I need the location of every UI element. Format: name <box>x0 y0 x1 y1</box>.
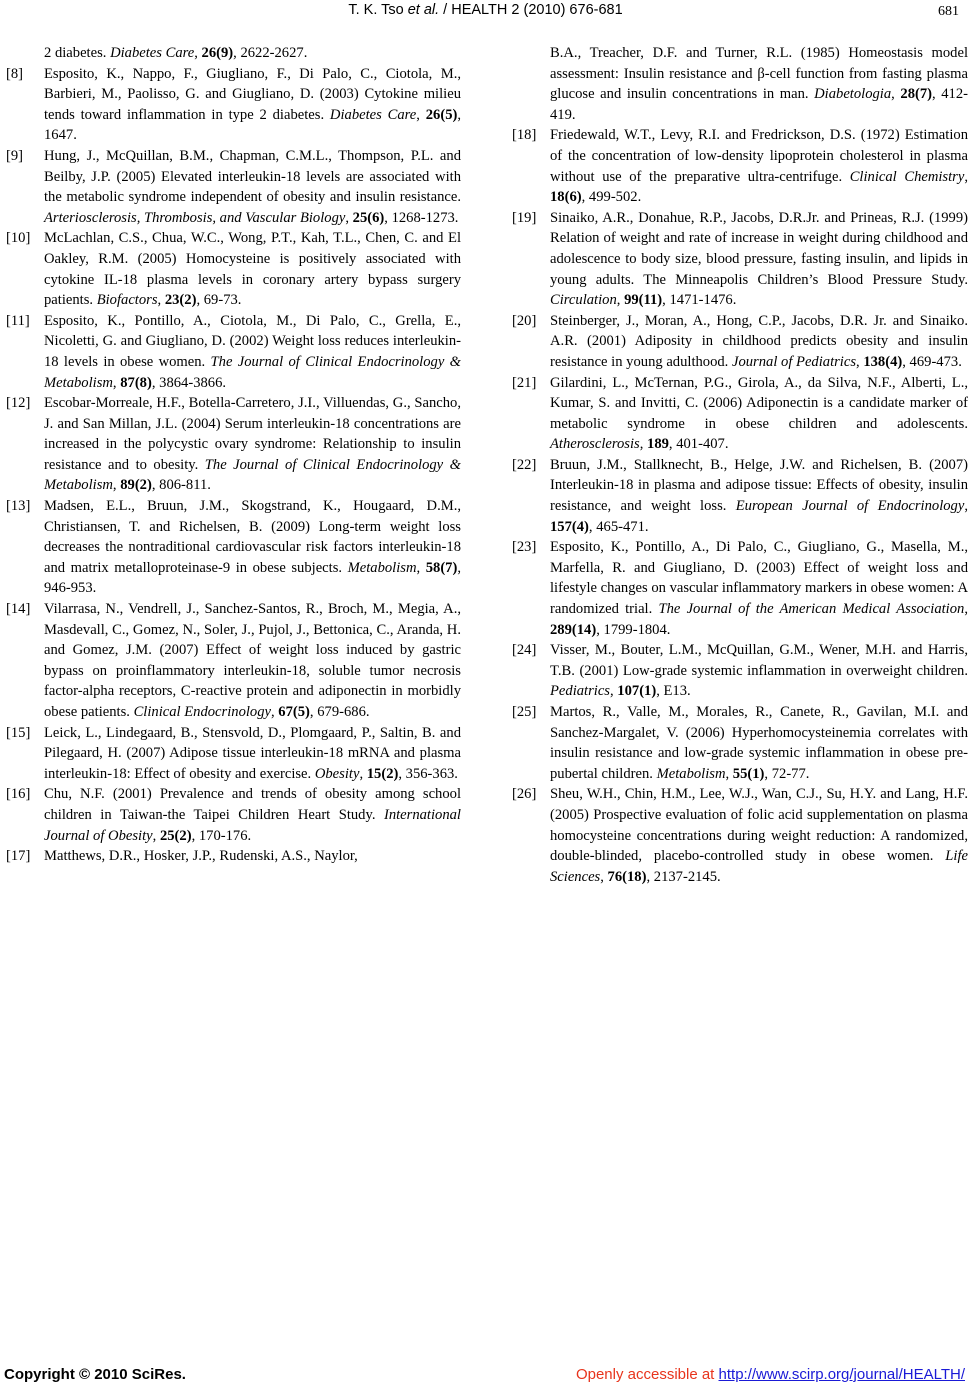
reference-text: Vilarrasa, N., Vendrell, J., Sanchez-Santos, R., Broch, M., Megia, A., Masdevall, C., Gomez, N., Soler, J., Pujol, J., Bettonica, C., Aranda, H. and Gomez, J.M. (2007) Effect of weight loss induced by gastric bypass on proinflammatory interleukin-18, soluble tumor necrosis factor-alpha receptors, C-reactive protein and adiponectin in morbidly obese patients. <box>44 601 461 720</box>
journal-name: Atherosclerosis <box>550 436 640 453</box>
reference-sep: , <box>610 683 618 700</box>
reference-pages: , 1647. <box>44 106 462 144</box>
reference-sep: , <box>416 106 426 123</box>
journal-volume: 99(11) <box>624 292 663 309</box>
reference-pages: , 806-811. <box>151 477 211 494</box>
running-title-pre: T. K. Tso <box>348 2 408 18</box>
reference-item <box>6 64 461 146</box>
reference-item <box>512 311 968 373</box>
reference-number: [25] <box>512 704 537 720</box>
reference-sep: , <box>152 827 160 844</box>
reference-number: [16] <box>6 786 31 803</box>
journal-volume: 76(18) <box>607 868 647 885</box>
journal-name: Clinical Chemistry <box>849 168 965 185</box>
journal-volume: 28(7) <box>900 86 933 103</box>
journal-volume: 89(2) <box>120 477 152 494</box>
reference-sep: , <box>271 704 279 720</box>
reference-text: Escobar-Morreale, H.F., Botella-Carretero, J.I., Villuendas, G., Sancho, J. and San Millan, J.L. (2004) Serum interleukin-18 concentrations are increased in the polycystic ovary syndrome: Relationship to insulin resistance and to obesity. <box>44 395 461 473</box>
reference-text: Matthews, D.R., Hosker, J.P., Rudenski, A.S., Naylor, <box>44 848 358 865</box>
copyright-notice: Copyright © 2010 SciRes. <box>4 1366 186 1383</box>
reference-text: Gilardini, L., McTernan, P.G., Girola, A., da Silva, N.F., Alberti, L., Kumar, S. and Invitti, C. (2006) Adiponectin is a candidate marker of metabolic syndrome in obese children and adolescents. <box>550 374 968 432</box>
reference-text: Madsen, E.L., Bruun, J.M., Skogstrand, K., Hougaard, D.M., Christiansen, T. and Richelsen, B. (2009) Long-term weight loss decreases the nontraditional cardiovascular risk factors interleukin-18 and matrix metalloproteinase-9 in obese subjects. <box>44 498 461 576</box>
journal-volume: 15(2) <box>366 765 399 782</box>
reference-number: [10] <box>6 230 31 247</box>
journal-name: Metabolism <box>347 559 417 576</box>
right-column <box>512 43 968 887</box>
reference-item <box>512 208 968 311</box>
reference-pages: , 469-473. <box>902 353 962 370</box>
journal-name: Metabolism <box>656 765 726 782</box>
reference-sep: , <box>359 765 367 782</box>
running-header <box>0 2 971 18</box>
reference-pages: , E13. <box>656 683 691 700</box>
reference-number: [26] <box>512 786 537 803</box>
reference-item <box>512 537 968 640</box>
reference-item <box>6 723 461 785</box>
journal-name: The Journal of the American Medical Association <box>658 601 965 618</box>
reference-sep: , <box>112 477 121 494</box>
reference-sep: , <box>891 86 901 103</box>
journal-volume: 25(2) <box>159 827 192 844</box>
reference-pages: , 946-953. <box>44 559 461 597</box>
journal-volume: 107(1) <box>617 683 657 700</box>
journal-volume: 55(1) <box>732 765 765 782</box>
reference-number: [18] <box>512 127 537 144</box>
journal-name: Clinical Endocrinology <box>133 704 271 720</box>
reference-pages: , 499-502. <box>581 189 642 206</box>
journal-volume: 67(5) <box>278 704 310 720</box>
journal-volume: 189 <box>647 436 669 453</box>
reference-pages: , 170-176. <box>191 827 252 844</box>
reference-number: [23] <box>512 539 537 556</box>
reference-list <box>6 64 461 867</box>
reference-pages: , 356-363. <box>398 765 458 782</box>
reference-item <box>6 599 461 723</box>
reference-item <box>512 125 968 207</box>
reference-sep: , <box>600 868 608 885</box>
journal-name: Life Sciences <box>550 848 968 885</box>
reference-text: Steinberger, J., Moran, A., Hong, C.P., Jacobs, D.R. Jr. and Sinaiko. A.R. (2001) Adiposity in childhood predicts obesity and insulin resistance in young adulthood. <box>550 312 968 370</box>
reference-text: 2 diabetes. <box>44 45 111 61</box>
reference-sep: , <box>157 292 165 309</box>
reference-number: [17] <box>6 848 31 865</box>
reference-text: Leick, L., Lindegaard, B., Stensvold, D., Plomgaard, P., Saltin, B. and Pilegaard, H. (2007) Adipose tissue interleukin-18 mRNA and plasma interleukin-18: Effect of obesity and exercise. <box>44 724 461 782</box>
reference-text: Sinaiko, A.R., Donahue, R.P., Jacobs, D.R.Jr. and Prineas, R.J. (1999) Relation of weight and rate of increase in weight during childhood and adolescence to body size, blood pressure, fasting insulin, and lipids in young adults. The Minneapolis Children’s Blood Pressure Study. <box>550 209 968 288</box>
reference-sep: , <box>112 374 121 391</box>
reference-item <box>512 455 968 537</box>
journal-name: Obesity <box>314 765 360 782</box>
reference-text: Esposito, K., Pontillo, A., Di Palo, C., Giugliano, G., Masella, M., Marfella, R. and Giugliano, D. (2003) Effect of weight loss and lifestyle changes on vascular inflammatory markers in obese women: A randomized trial. <box>550 539 968 618</box>
journal-name: Pediatrics <box>550 683 610 700</box>
journal-volume: 18(6) <box>550 189 582 206</box>
reference-pages: , 1799-1804. <box>596 621 671 638</box>
journal-volume: 25(6) <box>352 209 385 226</box>
reference-pages: , 2622-2627. <box>233 45 308 61</box>
reference-sep: , <box>856 353 864 370</box>
reference-sep: , <box>639 436 648 453</box>
journal-volume: 157(4) <box>550 518 589 535</box>
reference-item <box>512 702 968 784</box>
reference-number: [13] <box>6 498 31 515</box>
reference-text: Sheu, W.H., Chin, H.M., Lee, W.J., Wan, C.J., Su, H.Y. and Lang, H.F. (2005) Prospective evaluation of folic acid supplementation on plasma homocysteine concentrations during weight reduction: A randomized, double-blinded, placebo-controlled study in obese women. <box>550 786 968 865</box>
running-title-post: / HEALTH 2 (2010) 676-681 <box>439 2 623 18</box>
reference-pages: , 401-407. <box>668 436 729 453</box>
running-title-etal: et al. <box>407 2 440 18</box>
journal-name: Diabetes Care <box>110 45 195 61</box>
reference-sep: , <box>964 168 968 185</box>
reference-continuation <box>6 43 461 64</box>
reference-number: [8] <box>6 65 24 82</box>
reference-pages: , 2137-2145. <box>646 868 721 885</box>
journal-name: Circulation <box>550 292 617 309</box>
reference-sep: , <box>725 765 733 782</box>
reference-sep: , <box>964 498 968 515</box>
reference-text: Martos, R., Valle, M., Morales, R., Canete, R., Gavilan, M.I. and Sanchez-Margalet, V. (2006) Hyperhomocysteinemia correlates with insulin resistance and low-grade systemic inflammation in obese pre-pubertal children. <box>550 704 968 782</box>
journal-name: Diabetologia <box>814 86 892 103</box>
journal-volume: 87(8) <box>120 374 152 391</box>
reference-item <box>6 146 461 228</box>
journal-name: Biofactors <box>96 292 158 309</box>
reference-text: Friedewald, W.T., Levy, R.I. and Fredrickson, D.S. (1972) Estimation of the concentration of low-density lipoprotein cholesterol in plasma without use of the preparative ultra-centrifuge. <box>550 127 968 185</box>
journal-volume: 289(14) <box>550 621 597 638</box>
reference-item <box>6 311 461 393</box>
reference-text: Visser, M., Bouter, L.M., McQuillan, G.M., Wener, M.H. and Harris, T.B. (2001) Low-grade systemic inflammation in overweight children. <box>550 642 968 679</box>
reference-text: Esposito, K., Nappo, F., Giugliano, F., Di Palo, C., Ciotola, M., Barbieri, M., Paolisso, G. and Giugliano, D. (2003) Cytokine milieu tends toward inflammation in type 2 diabetes. <box>44 65 461 123</box>
reference-sep: , <box>194 45 202 61</box>
reference-number: [21] <box>512 374 537 391</box>
reference-number: [24] <box>512 642 537 659</box>
reference-text: Chu, N.F. (2001) Prevalence and trends of obesity among school children in Taiwan-the Taipei Children Heart Study. <box>44 786 461 823</box>
journal-volume: 26(5) <box>425 106 458 123</box>
reference-item <box>6 846 461 867</box>
reference-pages: , 1471-1476. <box>662 292 737 309</box>
reference-text: Hung, J., McQuillan, B.M., Chapman, C.M.L., Thompson, P.L. and Beilby, J.P. (2005) Elevated interleukin-18 levels are associated with the metabolic syndrome independent of obesity and insulin resistance. <box>44 147 461 206</box>
open-access-notice <box>576 1366 965 1383</box>
reference-item <box>6 784 461 846</box>
journal-url-link[interactable]: http://www.scirp.org/journal/HEALTH/ <box>718 1366 965 1383</box>
reference-text: McLachlan, C.S., Chua, W.C., Wong, P.T., Kah, T.L., Chen, C. and El Oakley, R.M. (2005) Homocysteine is positively associated with cytokine IL-18 plasma levels in coronary artery bypass surgery patients. <box>44 230 461 309</box>
journal-name: The Journal of Clinical Endocrinology & Metabolism <box>44 353 461 391</box>
journal-volume: 138(4) <box>863 353 903 370</box>
page-number: 681 <box>938 4 959 19</box>
reference-sep: , <box>964 601 968 618</box>
reference-pages: , 679-686. <box>309 704 370 720</box>
reference-item <box>6 228 461 310</box>
reference-sep: , <box>416 559 426 576</box>
reference-pages: , 465-471. <box>588 518 649 535</box>
reference-item <box>512 784 968 887</box>
reference-pages: , 72-77. <box>764 765 810 782</box>
journal-volume: 26(9) <box>201 45 234 61</box>
reference-sep: , <box>616 292 625 309</box>
reference-item <box>512 640 968 702</box>
journal-name: International Journal of Obesity <box>44 806 461 844</box>
reference-list <box>512 125 968 887</box>
journal-name: Arteriosclerosis, Thrombosis, and Vascular Biology <box>44 209 346 226</box>
journal-name: Journal of Pediatrics <box>731 353 857 370</box>
reference-pages: , 69-73. <box>196 292 242 309</box>
reference-sep: , <box>345 209 353 226</box>
reference-continuation <box>512 43 968 125</box>
reference-number: [19] <box>512 209 537 226</box>
reference-number: [15] <box>6 724 31 741</box>
journal-volume: 23(2) <box>164 292 197 309</box>
reference-text: Esposito, K., Pontillo, A., Ciotola, M., Di Palo, C., Grella, E., Nicoletti, G. and Giugliano, D. (2002) Weight loss reduces interleukin-18 levels in obese women. <box>44 312 461 370</box>
reference-number: [11] <box>6 312 30 329</box>
reference-item <box>512 373 968 455</box>
journal-name: Diabetes Care <box>329 106 417 123</box>
left-column <box>6 43 461 867</box>
reference-item <box>6 496 461 599</box>
reference-pages: , 3864-3866. <box>151 374 227 391</box>
reference-number: [9] <box>6 147 24 164</box>
reference-number: [20] <box>512 312 537 329</box>
open-access-label: Openly accessible at <box>575 1366 719 1383</box>
reference-text: B.A., Treacher, D.F. and Turner, R.L. (1985) Homeostasis model assessment: Insulin resistance and β-cell function from fasting plasma glucose and insulin concentrations in man. <box>550 45 968 103</box>
reference-number: [12] <box>6 395 31 412</box>
journal-name: European Journal of Endocrinology <box>735 498 965 515</box>
journal-name: The Journal of Clinical Endocrinology & Metabolism <box>44 456 461 494</box>
journal-volume: 58(7) <box>425 559 458 576</box>
page-footer <box>0 1366 971 1388</box>
reference-text: Bruun, J.M., Stallknecht, B., Helge, J.W. and Richelsen, B. (2007) Interleukin-18 in plasma and adipose tissue: Effects of obesity, insulin resistance, and weight loss. <box>550 456 968 515</box>
reference-pages: , 412-419. <box>550 86 968 123</box>
reference-item <box>6 393 461 496</box>
reference-pages: , 1268-1273. <box>384 209 459 226</box>
reference-number: [22] <box>512 456 537 473</box>
reference-number: [14] <box>6 601 31 618</box>
